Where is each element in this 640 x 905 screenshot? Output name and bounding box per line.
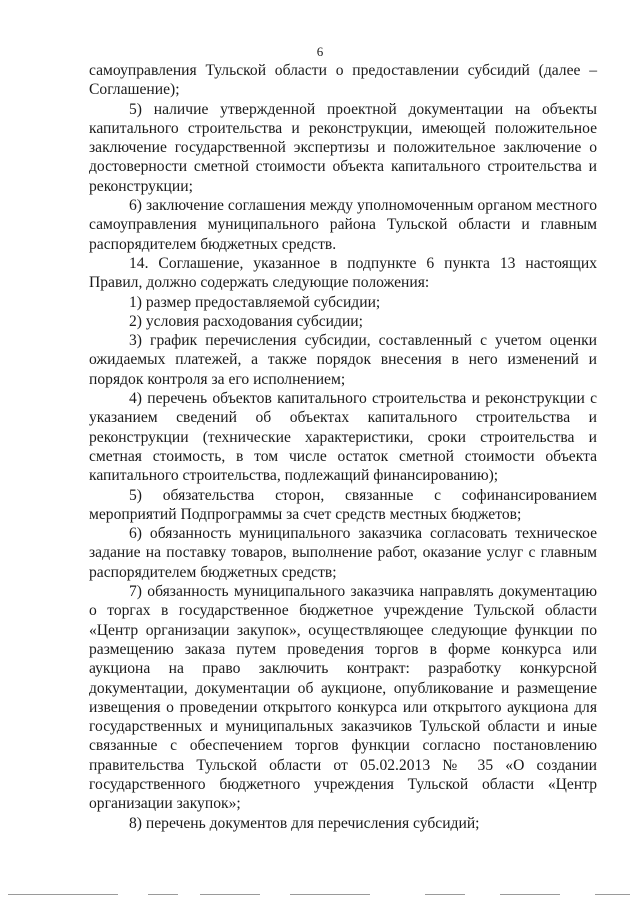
list-item-7: 7) обязанность муниципального заказчика направлять документацию о торгах в государственное бюджетное учреждение Тульской области «Центр организации закупок», осуществляющее следующие функции по размещению заказа путем проведения торгов в форме конкурса или аукциона на право заключить контракт: разработку конкурсной документации, документации об аукционе, опубликование и размещение извещения о проведении открытого конкурса или открытого аукциона для государственных и муниципальных заказчиков Тульской области и иные связанные с обеспечением торгов функции согласно постановлению правительства Тульской области от 05.02.2013 № 35 «О создании государственного бюджетного учреждения Тульской области «Центр организации закупок»; [89, 583, 597, 813]
paragraph-section-14: 14. Соглашение, указанное в подпункте 6 пункта 13 настоящих Правил, должно содержать следующие положения: [89, 254, 597, 292]
list-item-2: 2) условия расходования субсидии; [129, 312, 363, 330]
page-number: 6 [316, 44, 324, 59]
document-body [89, 61, 597, 833]
list-item-5: 5) обязательства сторон, связанные с софинансированием мероприятий Подпрограммы за счет средств местных бюджетов; [89, 486, 597, 523]
list-item-8: 8) перечень документов для перечисления субсидий; [129, 814, 480, 832]
list-item-4: 4) перечень объектов капитального строительства и реконструкции с указанием сведений об объектах капитального строительства и реконструкции (технические характеристики, сроки строительства и сметная стоимость, в том числе остаток сметной стоимости объекта капитального строительства, подлежащий финансированию); [89, 390, 597, 485]
paragraph-item-5: 5) наличие утвержденной проектной документации на объекты капитального строительства и реконструкции, имеющей положительное заключение государственной экспертизы и положительное заключение о достоверности сметной стоимости объекта капитального строительства и реконструкции; [89, 100, 597, 195]
list-item-6: 6) обязанность муниципального заказчика согласовать техническое задание на поставку товаров, выполнение работ, оказание услуг с главным распорядителем бюджетных средств; [89, 525, 597, 581]
scan-edge-artifacts [0, 889, 640, 895]
list-item-3: 3) график перечисления субсидии, составленный с учетом оценки ожидаемых платежей, а также порядок внесения в него изменений и порядок контроля за его исполнением; [89, 332, 597, 388]
paragraph-item-6: 6) заключение соглашения между уполномоченным органом местного самоуправления муниципального района Тульской области и главным распорядителем бюджетных средств. [89, 197, 597, 253]
paragraph-continuation: самоуправления Тульской области о предоставлении субсидий (далее – Соглашение); [89, 62, 597, 99]
list-item-1: 1) размер предоставляемой субсидии; [129, 293, 381, 311]
